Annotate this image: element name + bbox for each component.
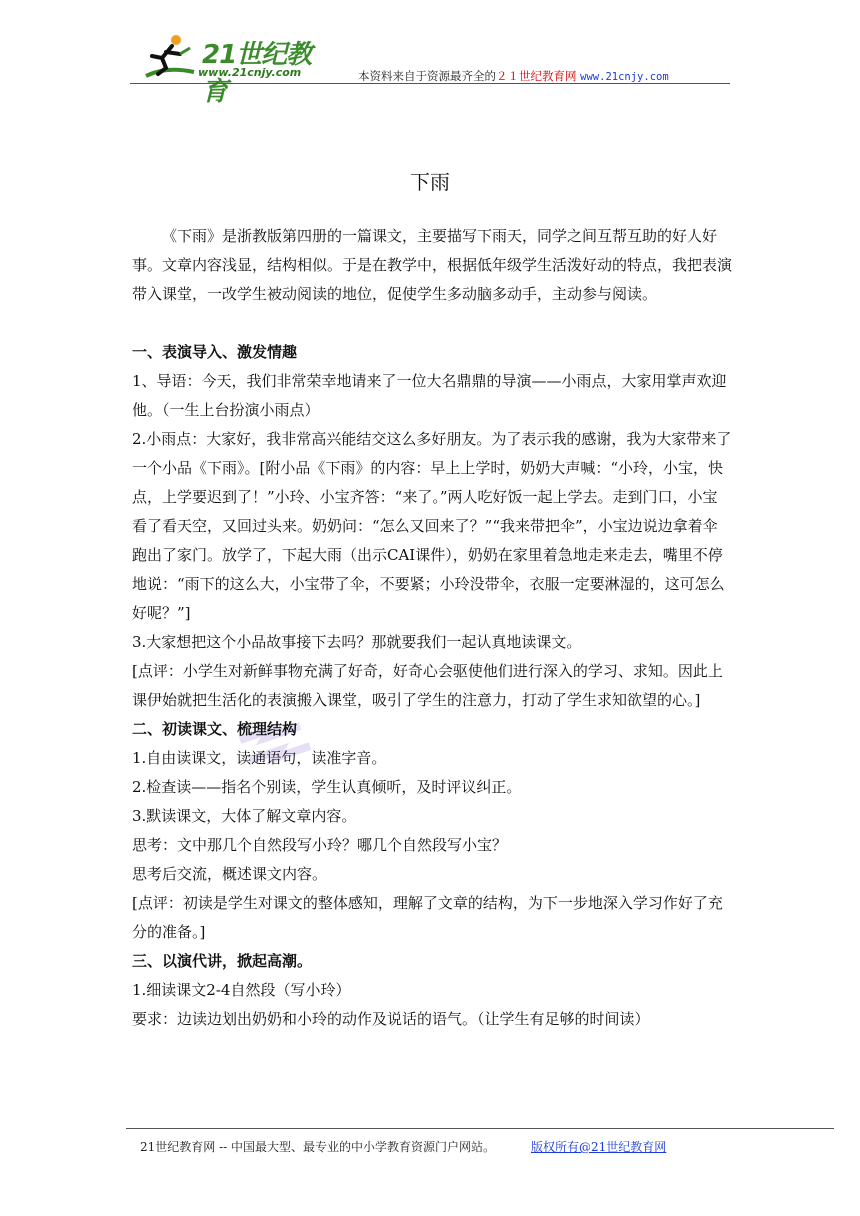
site-logo[interactable] xyxy=(136,32,336,107)
intro-paragraph: 《下雨》是浙教版第四册的一篇课文，主要描写下雨天，同学之间互帮互助的好人好事。文章内容浅显，结构相似。于是在教学中，根据低年级学生活泼好动的特点，我把表演带入课堂，一改学生被动阅读的地位，促使学生多动脑多动手，主动参与阅读。 xyxy=(132,227,733,303)
section-heading: 一、表演导入、激发情趣 xyxy=(132,343,298,361)
page-header xyxy=(130,26,730,107)
footer-text: 21世纪教育网 -- 中国最大型、最专业的中小学教育资源门户网站。 xyxy=(140,1140,496,1154)
logo-url: www.21cnjy.com xyxy=(198,66,302,79)
comment-paragraph: [点评：小学生对新鲜事物充满了好奇，好奇心会驱使他们进行深入的学习、求知。因此上课伊始就把生活化的表演搬入课堂，吸引了学生的注意力，打动了学生求知欲望的心。] xyxy=(132,662,723,709)
paragraph: 思考：文中那几个自然段写小玲？哪几个自然段写小宝？ xyxy=(132,836,508,854)
paragraph: 1.自由读课文，读通语句，读准字音。 xyxy=(132,749,387,767)
paragraph: 1.细读课文2-4自然段（写小玲） xyxy=(132,981,351,999)
document-body xyxy=(132,222,732,1034)
section-heading: 三、以演代讲，掀起高潮。 xyxy=(132,952,313,970)
paragraph: 要求：边读边划出奶奶和小玲的动作及说话的语气。（让学生有足够的时间读） xyxy=(132,1010,650,1028)
header-site-link[interactable]: ２１世纪教育网 xyxy=(496,69,577,83)
runner-logo-icon xyxy=(136,32,200,82)
page-footer xyxy=(140,1138,666,1155)
paragraph: 思考后交流，概述课文内容。 xyxy=(132,865,328,883)
header-url-link[interactable]: www.21cnjy.com xyxy=(580,71,669,83)
footer-copyright-link[interactable]: 版权所有@21世纪教育网 xyxy=(531,1140,667,1154)
paragraph: 2.检查读——指名个别读，学生认真倾听，及时评议纠正。 xyxy=(132,778,522,796)
header-divider xyxy=(130,83,730,84)
footer-divider xyxy=(126,1128,834,1129)
paragraph: 1、导语：今天，我们非常荣幸地请来了一位大名鼎鼎的导演——小雨点，大家用掌声欢迎他。（一生上台扮演小雨点） xyxy=(132,372,727,419)
logo-wordmark: 21世纪教育 xyxy=(202,40,312,107)
paragraph: 3.大家想把这个小品故事接下去吗？那就要我们一起认真地读课文。 xyxy=(132,633,582,651)
page-title: 下雨 xyxy=(410,170,450,194)
header-note-prefix: 本资料来自于资源最齐全的 xyxy=(358,69,496,83)
header-note xyxy=(358,68,669,84)
section-heading: 二、初读课文、梳理结构 xyxy=(132,720,298,738)
paragraph: 2.小雨点：大家好，我非常高兴能结交这么多好朋友。为了表示我的感谢，我为大家带来了一个小品《下雨》。[附小品《下雨》的内容：早上上学时，奶奶大声喊：“小玲，小宝，快点，上学要迟到了！”小玲、小宝齐答：“来了。”两人吃好饭一起上学去。走到门口，小宝看了看天空，又回过头来。奶奶问：“怎么又回来了？”“我来带把伞”，小宝边说边拿着伞跑出了家门。放学了，下起大雨（出示CAI课件），奶奶在家里着急地走来走去，嘴里不停地说：“雨下的这么大，小宝带了伞，不要紧；小玲没带伞，衣服一定要淋湿的，这可怎么好呢？”] xyxy=(132,430,732,622)
comment-paragraph: [点评：初读是学生对课文的整体感知，理解了文章的结构，为下一步地深入学习作好了充分的准备。] xyxy=(132,894,723,941)
paragraph: 3.默读课文，大体了解文章内容。 xyxy=(132,807,357,825)
